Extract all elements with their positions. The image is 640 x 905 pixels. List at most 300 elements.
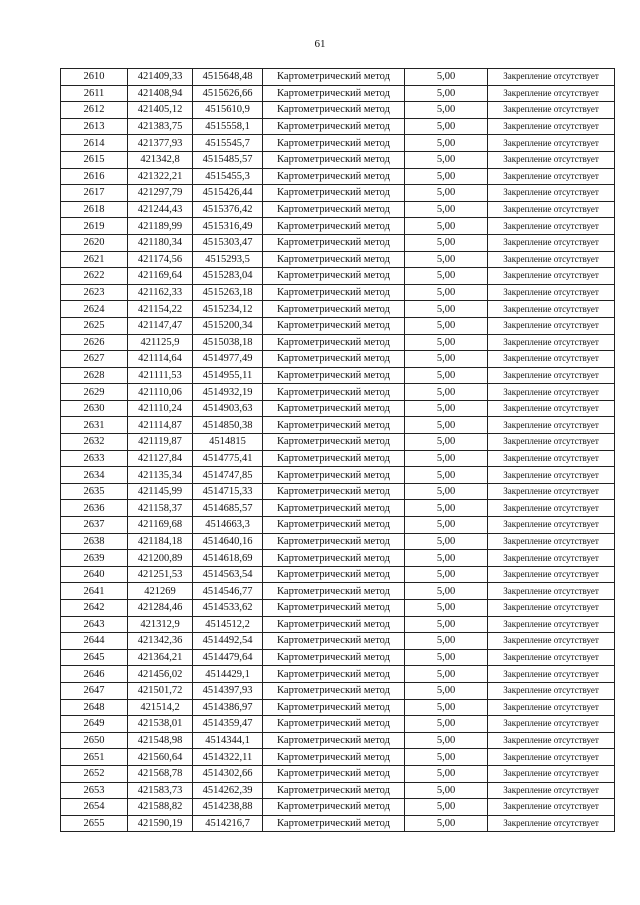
table-row bbox=[61, 799, 615, 816]
point-number-cell: 2635 bbox=[61, 483, 128, 500]
table-row bbox=[61, 483, 615, 500]
accuracy-cell: 5,00 bbox=[405, 483, 488, 500]
x-coordinate-cell: 421158,37 bbox=[128, 500, 193, 517]
table-row bbox=[61, 102, 615, 119]
y-coordinate-cell: 4514685,57 bbox=[193, 500, 263, 517]
table-row bbox=[61, 151, 615, 168]
accuracy-cell: 5,00 bbox=[405, 317, 488, 334]
point-number-cell: 2645 bbox=[61, 649, 128, 666]
method-cell: Картометрический метод bbox=[263, 218, 405, 235]
accuracy-cell: 5,00 bbox=[405, 234, 488, 251]
fixing-description-cell: Закрепление отсутствует bbox=[488, 666, 615, 683]
method-cell: Картометрический метод bbox=[263, 185, 405, 202]
y-coordinate-cell: 4514386,97 bbox=[193, 699, 263, 716]
y-coordinate-cell: 4515234,12 bbox=[193, 301, 263, 318]
x-coordinate-cell: 421501,72 bbox=[128, 682, 193, 699]
table-row bbox=[61, 550, 615, 567]
x-coordinate-cell: 421583,73 bbox=[128, 782, 193, 799]
point-number-cell: 2638 bbox=[61, 533, 128, 550]
x-coordinate-cell: 421184,18 bbox=[128, 533, 193, 550]
y-coordinate-cell: 4515558,1 bbox=[193, 118, 263, 135]
x-coordinate-cell: 421408,94 bbox=[128, 85, 193, 102]
accuracy-cell: 5,00 bbox=[405, 135, 488, 152]
table-row bbox=[61, 69, 615, 86]
y-coordinate-cell: 4515303,47 bbox=[193, 234, 263, 251]
accuracy-cell: 5,00 bbox=[405, 633, 488, 650]
fixing-description-cell: Закрепление отсутствует bbox=[488, 682, 615, 699]
accuracy-cell: 5,00 bbox=[405, 732, 488, 749]
point-number-cell: 2641 bbox=[61, 583, 128, 600]
table-row bbox=[61, 85, 615, 102]
fixing-description-cell: Закрепление отсутствует bbox=[488, 135, 615, 152]
accuracy-cell: 5,00 bbox=[405, 799, 488, 816]
method-cell: Картометрический метод bbox=[263, 284, 405, 301]
table-row bbox=[61, 682, 615, 699]
fixing-description-cell: Закрепление отсутствует bbox=[488, 434, 615, 451]
x-coordinate-cell: 421377,93 bbox=[128, 135, 193, 152]
method-cell: Картометрический метод bbox=[263, 749, 405, 766]
method-cell: Картометрический метод bbox=[263, 400, 405, 417]
point-number-cell: 2629 bbox=[61, 384, 128, 401]
table-row bbox=[61, 666, 615, 683]
accuracy-cell: 5,00 bbox=[405, 434, 488, 451]
table-row bbox=[61, 334, 615, 351]
table-row bbox=[61, 351, 615, 368]
point-number-cell: 2647 bbox=[61, 682, 128, 699]
point-number-cell: 2640 bbox=[61, 566, 128, 583]
point-number-cell: 2619 bbox=[61, 218, 128, 235]
y-coordinate-cell: 4515376,42 bbox=[193, 201, 263, 218]
x-coordinate-cell: 421284,46 bbox=[128, 600, 193, 617]
method-cell: Картометрический метод bbox=[263, 168, 405, 185]
table-row bbox=[61, 749, 615, 766]
y-coordinate-cell: 4514747,85 bbox=[193, 467, 263, 484]
table-row bbox=[61, 699, 615, 716]
accuracy-cell: 5,00 bbox=[405, 284, 488, 301]
accuracy-cell: 5,00 bbox=[405, 649, 488, 666]
table-body bbox=[61, 69, 615, 832]
accuracy-cell: 5,00 bbox=[405, 185, 488, 202]
fixing-description-cell: Закрепление отсутствует bbox=[488, 102, 615, 119]
method-cell: Картометрический метод bbox=[263, 500, 405, 517]
y-coordinate-cell: 4514359,47 bbox=[193, 716, 263, 733]
y-coordinate-cell: 4514640,16 bbox=[193, 533, 263, 550]
x-coordinate-cell: 421342,36 bbox=[128, 633, 193, 650]
fixing-description-cell: Закрепление отсутствует bbox=[488, 500, 615, 517]
method-cell: Картометрический метод bbox=[263, 716, 405, 733]
x-coordinate-cell: 421269 bbox=[128, 583, 193, 600]
table-row bbox=[61, 400, 615, 417]
x-coordinate-cell: 421560,64 bbox=[128, 749, 193, 766]
method-cell: Картометрический метод bbox=[263, 732, 405, 749]
point-number-cell: 2632 bbox=[61, 434, 128, 451]
fixing-description-cell: Закрепление отсутствует bbox=[488, 384, 615, 401]
fixing-description-cell: Закрепление отсутствует bbox=[488, 284, 615, 301]
accuracy-cell: 5,00 bbox=[405, 467, 488, 484]
point-number-cell: 2628 bbox=[61, 367, 128, 384]
method-cell: Картометрический метод bbox=[263, 151, 405, 168]
point-number-cell: 2651 bbox=[61, 749, 128, 766]
y-coordinate-cell: 4514618,69 bbox=[193, 550, 263, 567]
accuracy-cell: 5,00 bbox=[405, 151, 488, 168]
method-cell: Картометрический метод bbox=[263, 135, 405, 152]
x-coordinate-cell: 421169,64 bbox=[128, 268, 193, 285]
method-cell: Картометрический метод bbox=[263, 268, 405, 285]
fixing-description-cell: Закрепление отсутствует bbox=[488, 765, 615, 782]
x-coordinate-cell: 421145,99 bbox=[128, 483, 193, 500]
method-cell: Картометрический метод bbox=[263, 234, 405, 251]
point-number-cell: 2620 bbox=[61, 234, 128, 251]
x-coordinate-cell: 421322,21 bbox=[128, 168, 193, 185]
fixing-description-cell: Закрепление отсутствует bbox=[488, 450, 615, 467]
y-coordinate-cell: 4514492,54 bbox=[193, 633, 263, 650]
fixing-description-cell: Закрепление отсутствует bbox=[488, 400, 615, 417]
table-row bbox=[61, 317, 615, 334]
x-coordinate-cell: 421342,8 bbox=[128, 151, 193, 168]
x-coordinate-cell: 421297,79 bbox=[128, 185, 193, 202]
point-number-cell: 2624 bbox=[61, 301, 128, 318]
point-number-cell: 2617 bbox=[61, 185, 128, 202]
accuracy-cell: 5,00 bbox=[405, 69, 488, 86]
point-number-cell: 2622 bbox=[61, 268, 128, 285]
x-coordinate-cell: 421548,98 bbox=[128, 732, 193, 749]
table-row bbox=[61, 500, 615, 517]
fixing-description-cell: Закрепление отсутствует bbox=[488, 201, 615, 218]
accuracy-cell: 5,00 bbox=[405, 533, 488, 550]
fixing-description-cell: Закрепление отсутствует bbox=[488, 649, 615, 666]
fixing-description-cell: Закрепление отсутствует bbox=[488, 517, 615, 534]
fixing-description-cell: Закрепление отсутствует bbox=[488, 85, 615, 102]
x-coordinate-cell: 421174,56 bbox=[128, 251, 193, 268]
accuracy-cell: 5,00 bbox=[405, 301, 488, 318]
x-coordinate-cell: 421114,64 bbox=[128, 351, 193, 368]
method-cell: Картометрический метод bbox=[263, 682, 405, 699]
table-row bbox=[61, 218, 615, 235]
accuracy-cell: 5,00 bbox=[405, 600, 488, 617]
method-cell: Картометрический метод bbox=[263, 533, 405, 550]
y-coordinate-cell: 4514238,88 bbox=[193, 799, 263, 816]
y-coordinate-cell: 4514977,49 bbox=[193, 351, 263, 368]
fixing-description-cell: Закрепление отсутствует bbox=[488, 317, 615, 334]
method-cell: Картометрический метод bbox=[263, 799, 405, 816]
fixing-description-cell: Закрепление отсутствует bbox=[488, 185, 615, 202]
table-row bbox=[61, 284, 615, 301]
accuracy-cell: 5,00 bbox=[405, 351, 488, 368]
accuracy-cell: 5,00 bbox=[405, 268, 488, 285]
point-number-cell: 2653 bbox=[61, 782, 128, 799]
accuracy-cell: 5,00 bbox=[405, 765, 488, 782]
table-row bbox=[61, 118, 615, 135]
point-number-cell: 2613 bbox=[61, 118, 128, 135]
x-coordinate-cell: 421180,34 bbox=[128, 234, 193, 251]
table-row bbox=[61, 168, 615, 185]
point-number-cell: 2634 bbox=[61, 467, 128, 484]
table-row bbox=[61, 533, 615, 550]
fixing-description-cell: Закрепление отсутствует bbox=[488, 118, 615, 135]
accuracy-cell: 5,00 bbox=[405, 118, 488, 135]
method-cell: Картометрический метод bbox=[263, 517, 405, 534]
table-row bbox=[61, 268, 615, 285]
point-number-cell: 2652 bbox=[61, 765, 128, 782]
fixing-description-cell: Закрепление отсутствует bbox=[488, 633, 615, 650]
x-coordinate-cell: 421590,19 bbox=[128, 815, 193, 832]
accuracy-cell: 5,00 bbox=[405, 251, 488, 268]
fixing-description-cell: Закрепление отсутствует bbox=[488, 268, 615, 285]
accuracy-cell: 5,00 bbox=[405, 583, 488, 600]
point-number-cell: 2616 bbox=[61, 168, 128, 185]
accuracy-cell: 5,00 bbox=[405, 102, 488, 119]
point-number-cell: 2639 bbox=[61, 550, 128, 567]
table-row bbox=[61, 185, 615, 202]
point-number-cell: 2650 bbox=[61, 732, 128, 749]
point-number-cell: 2615 bbox=[61, 151, 128, 168]
accuracy-cell: 5,00 bbox=[405, 666, 488, 683]
table-row bbox=[61, 649, 615, 666]
accuracy-cell: 5,00 bbox=[405, 815, 488, 832]
y-coordinate-cell: 4514479,64 bbox=[193, 649, 263, 666]
fixing-description-cell: Закрепление отсутствует bbox=[488, 467, 615, 484]
point-number-cell: 2618 bbox=[61, 201, 128, 218]
method-cell: Картометрический метод bbox=[263, 699, 405, 716]
table-row bbox=[61, 201, 615, 218]
method-cell: Картометрический метод bbox=[263, 782, 405, 799]
table-row bbox=[61, 732, 615, 749]
method-cell: Картометрический метод bbox=[263, 633, 405, 650]
method-cell: Картометрический метод bbox=[263, 467, 405, 484]
table-row bbox=[61, 782, 615, 799]
accuracy-cell: 5,00 bbox=[405, 201, 488, 218]
x-coordinate-cell: 421456,02 bbox=[128, 666, 193, 683]
fixing-description-cell: Закрепление отсутствует bbox=[488, 699, 615, 716]
fixing-description-cell: Закрепление отсутствует bbox=[488, 799, 615, 816]
point-number-cell: 2614 bbox=[61, 135, 128, 152]
point-number-cell: 2648 bbox=[61, 699, 128, 716]
method-cell: Картометрический метод bbox=[263, 384, 405, 401]
accuracy-cell: 5,00 bbox=[405, 517, 488, 534]
accuracy-cell: 5,00 bbox=[405, 168, 488, 185]
y-coordinate-cell: 4514533,62 bbox=[193, 600, 263, 617]
point-number-cell: 2610 bbox=[61, 69, 128, 86]
method-cell: Картометрический метод bbox=[263, 317, 405, 334]
y-coordinate-cell: 4514715,33 bbox=[193, 483, 263, 500]
method-cell: Картометрический метод bbox=[263, 616, 405, 633]
method-cell: Картометрический метод bbox=[263, 201, 405, 218]
x-coordinate-cell: 421110,24 bbox=[128, 400, 193, 417]
y-coordinate-cell: 4514397,93 bbox=[193, 682, 263, 699]
point-number-cell: 2621 bbox=[61, 251, 128, 268]
y-coordinate-cell: 4514322,11 bbox=[193, 749, 263, 766]
y-coordinate-cell: 4515263,18 bbox=[193, 284, 263, 301]
y-coordinate-cell: 4515626,66 bbox=[193, 85, 263, 102]
x-coordinate-cell: 421409,33 bbox=[128, 69, 193, 86]
y-coordinate-cell: 4514512,2 bbox=[193, 616, 263, 633]
y-coordinate-cell: 4514216,7 bbox=[193, 815, 263, 832]
method-cell: Картометрический метод bbox=[263, 69, 405, 86]
table-row bbox=[61, 566, 615, 583]
y-coordinate-cell: 4514344,1 bbox=[193, 732, 263, 749]
point-number-cell: 2646 bbox=[61, 666, 128, 683]
accuracy-cell: 5,00 bbox=[405, 500, 488, 517]
method-cell: Картометрический метод bbox=[263, 434, 405, 451]
fixing-description-cell: Закрепление отсутствует bbox=[488, 69, 615, 86]
y-coordinate-cell: 4515293,5 bbox=[193, 251, 263, 268]
method-cell: Картометрический метод bbox=[263, 600, 405, 617]
y-coordinate-cell: 4514932,19 bbox=[193, 384, 263, 401]
y-coordinate-cell: 4514563,54 bbox=[193, 566, 263, 583]
fixing-description-cell: Закрепление отсутствует bbox=[488, 301, 615, 318]
x-coordinate-cell: 421200,89 bbox=[128, 550, 193, 567]
point-number-cell: 2625 bbox=[61, 317, 128, 334]
fixing-description-cell: Закрепление отсутствует bbox=[488, 782, 615, 799]
method-cell: Картометрический метод bbox=[263, 550, 405, 567]
y-coordinate-cell: 4514775,41 bbox=[193, 450, 263, 467]
y-coordinate-cell: 4514546,77 bbox=[193, 583, 263, 600]
y-coordinate-cell: 4514302,66 bbox=[193, 765, 263, 782]
method-cell: Картометрический метод bbox=[263, 251, 405, 268]
accuracy-cell: 5,00 bbox=[405, 550, 488, 567]
accuracy-cell: 5,00 bbox=[405, 749, 488, 766]
method-cell: Картометрический метод bbox=[263, 649, 405, 666]
x-coordinate-cell: 421162,33 bbox=[128, 284, 193, 301]
table-row bbox=[61, 633, 615, 650]
accuracy-cell: 5,00 bbox=[405, 334, 488, 351]
accuracy-cell: 5,00 bbox=[405, 218, 488, 235]
y-coordinate-cell: 4515283,04 bbox=[193, 268, 263, 285]
y-coordinate-cell: 4515038,18 bbox=[193, 334, 263, 351]
accuracy-cell: 5,00 bbox=[405, 616, 488, 633]
fixing-description-cell: Закрепление отсутствует bbox=[488, 367, 615, 384]
table-row bbox=[61, 417, 615, 434]
method-cell: Картометрический метод bbox=[263, 118, 405, 135]
coordinates-table bbox=[60, 68, 615, 832]
table-row bbox=[61, 583, 615, 600]
method-cell: Картометрический метод bbox=[263, 483, 405, 500]
table-row bbox=[61, 815, 615, 832]
y-coordinate-cell: 4515200,34 bbox=[193, 317, 263, 334]
y-coordinate-cell: 4514850,38 bbox=[193, 417, 263, 434]
table-row bbox=[61, 301, 615, 318]
fixing-description-cell: Закрепление отсутствует bbox=[488, 417, 615, 434]
method-cell: Картометрический метод bbox=[263, 450, 405, 467]
fixing-description-cell: Закрепление отсутствует bbox=[488, 600, 615, 617]
accuracy-cell: 5,00 bbox=[405, 566, 488, 583]
table-row bbox=[61, 251, 615, 268]
fixing-description-cell: Закрепление отсутствует bbox=[488, 334, 615, 351]
x-coordinate-cell: 421119,87 bbox=[128, 434, 193, 451]
point-number-cell: 2631 bbox=[61, 417, 128, 434]
x-coordinate-cell: 421111,53 bbox=[128, 367, 193, 384]
point-number-cell: 2611 bbox=[61, 85, 128, 102]
x-coordinate-cell: 421244,43 bbox=[128, 201, 193, 218]
x-coordinate-cell: 421538,01 bbox=[128, 716, 193, 733]
x-coordinate-cell: 421125,9 bbox=[128, 334, 193, 351]
accuracy-cell: 5,00 bbox=[405, 400, 488, 417]
x-coordinate-cell: 421127,84 bbox=[128, 450, 193, 467]
fixing-description-cell: Закрепление отсутствует bbox=[488, 234, 615, 251]
accuracy-cell: 5,00 bbox=[405, 782, 488, 799]
fixing-description-cell: Закрепление отсутствует bbox=[488, 218, 615, 235]
y-coordinate-cell: 4514429,1 bbox=[193, 666, 263, 683]
fixing-description-cell: Закрепление отсутствует bbox=[488, 716, 615, 733]
accuracy-cell: 5,00 bbox=[405, 367, 488, 384]
point-number-cell: 2626 bbox=[61, 334, 128, 351]
method-cell: Картометрический метод bbox=[263, 367, 405, 384]
fixing-description-cell: Закрепление отсутствует bbox=[488, 168, 615, 185]
table-row bbox=[61, 450, 615, 467]
accuracy-cell: 5,00 bbox=[405, 85, 488, 102]
fixing-description-cell: Закрепление отсутствует bbox=[488, 151, 615, 168]
table-row bbox=[61, 434, 615, 451]
table-row bbox=[61, 517, 615, 534]
y-coordinate-cell: 4515426,44 bbox=[193, 185, 263, 202]
method-cell: Картометрический метод bbox=[263, 351, 405, 368]
y-coordinate-cell: 4515485,57 bbox=[193, 151, 263, 168]
point-number-cell: 2643 bbox=[61, 616, 128, 633]
y-coordinate-cell: 4515455,3 bbox=[193, 168, 263, 185]
accuracy-cell: 5,00 bbox=[405, 417, 488, 434]
x-coordinate-cell: 421364,21 bbox=[128, 649, 193, 666]
method-cell: Картометрический метод bbox=[263, 85, 405, 102]
point-number-cell: 2612 bbox=[61, 102, 128, 119]
point-number-cell: 2633 bbox=[61, 450, 128, 467]
method-cell: Картометрический метод bbox=[263, 102, 405, 119]
point-number-cell: 2654 bbox=[61, 799, 128, 816]
method-cell: Картометрический метод bbox=[263, 334, 405, 351]
point-number-cell: 2627 bbox=[61, 351, 128, 368]
page-number: 61 bbox=[314, 38, 326, 50]
accuracy-cell: 5,00 bbox=[405, 716, 488, 733]
table-row bbox=[61, 384, 615, 401]
x-coordinate-cell: 421251,53 bbox=[128, 566, 193, 583]
method-cell: Картометрический метод bbox=[263, 765, 405, 782]
accuracy-cell: 5,00 bbox=[405, 384, 488, 401]
x-coordinate-cell: 421405,12 bbox=[128, 102, 193, 119]
y-coordinate-cell: 4514663,3 bbox=[193, 517, 263, 534]
y-coordinate-cell: 4515648,48 bbox=[193, 69, 263, 86]
method-cell: Картометрический метод bbox=[263, 666, 405, 683]
fixing-description-cell: Закрепление отсутствует bbox=[488, 583, 615, 600]
table-row bbox=[61, 234, 615, 251]
y-coordinate-cell: 4514262,39 bbox=[193, 782, 263, 799]
fixing-description-cell: Закрепление отсутствует bbox=[488, 251, 615, 268]
method-cell: Картометрический метод bbox=[263, 583, 405, 600]
x-coordinate-cell: 421568,78 bbox=[128, 765, 193, 782]
table-row bbox=[61, 135, 615, 152]
point-number-cell: 2655 bbox=[61, 815, 128, 832]
fixing-description-cell: Закрепление отсутствует bbox=[488, 815, 615, 832]
fixing-description-cell: Закрепление отсутствует bbox=[488, 749, 615, 766]
method-cell: Картометрический метод bbox=[263, 815, 405, 832]
y-coordinate-cell: 4514903,63 bbox=[193, 400, 263, 417]
fixing-description-cell: Закрепление отсутствует bbox=[488, 533, 615, 550]
point-number-cell: 2623 bbox=[61, 284, 128, 301]
fixing-description-cell: Закрепление отсутствует bbox=[488, 550, 615, 567]
table-row bbox=[61, 616, 615, 633]
table-row bbox=[61, 600, 615, 617]
y-coordinate-cell: 4515545,7 bbox=[193, 135, 263, 152]
y-coordinate-cell: 4514815 bbox=[193, 434, 263, 451]
x-coordinate-cell: 421135,34 bbox=[128, 467, 193, 484]
x-coordinate-cell: 421110,06 bbox=[128, 384, 193, 401]
y-coordinate-cell: 4514955,11 bbox=[193, 367, 263, 384]
point-number-cell: 2630 bbox=[61, 400, 128, 417]
accuracy-cell: 5,00 bbox=[405, 450, 488, 467]
fixing-description-cell: Закрепление отсутствует bbox=[488, 483, 615, 500]
x-coordinate-cell: 421189,99 bbox=[128, 218, 193, 235]
x-coordinate-cell: 421383,75 bbox=[128, 118, 193, 135]
x-coordinate-cell: 421514,2 bbox=[128, 699, 193, 716]
method-cell: Картометрический метод bbox=[263, 417, 405, 434]
